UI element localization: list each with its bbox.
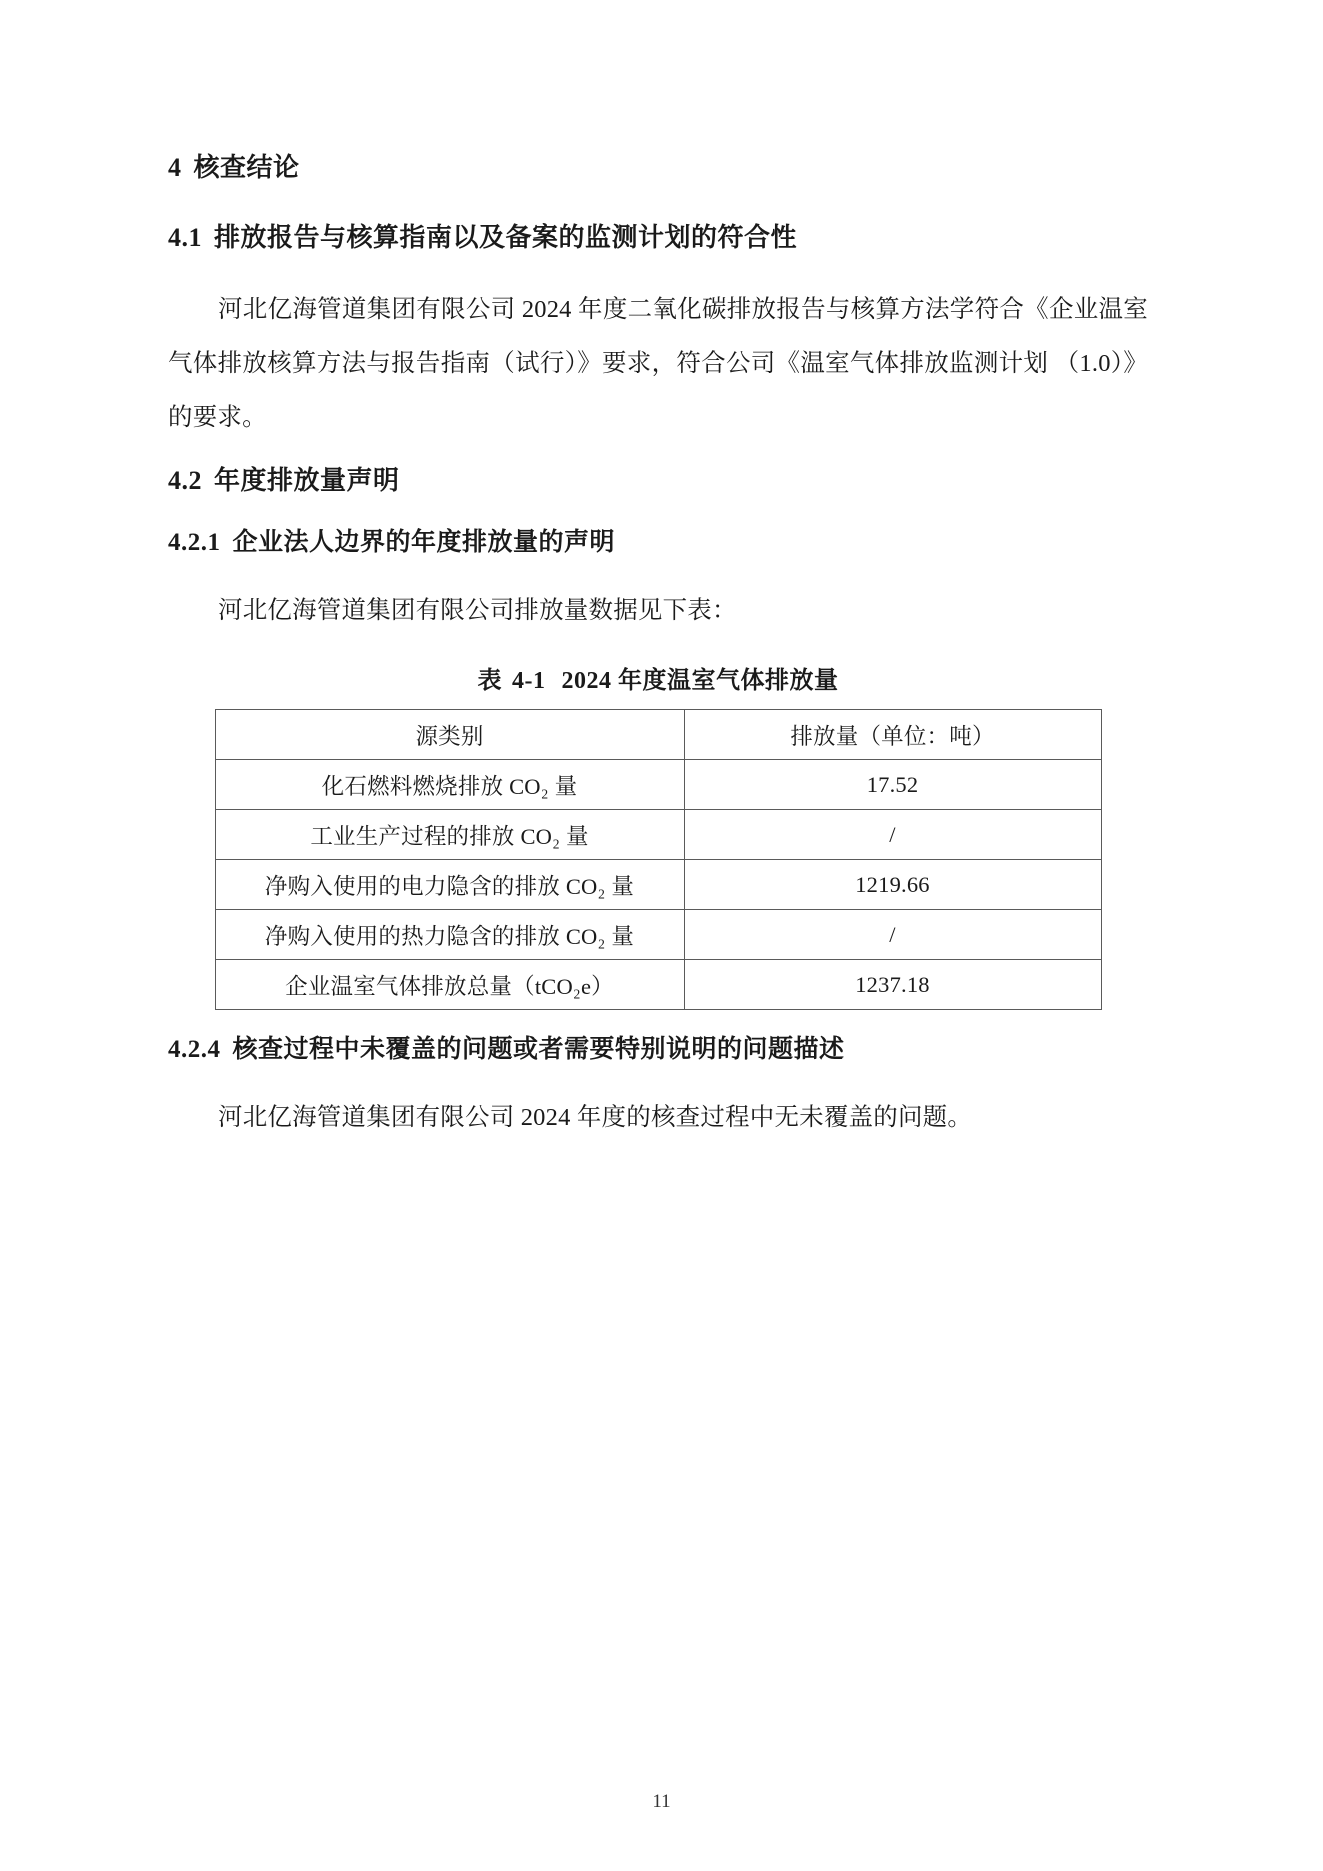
table-cell-value: / xyxy=(684,910,1101,960)
table-cell-category: 净购入使用的热力隐含的排放 CO₂ 量 xyxy=(215,910,684,960)
section-heading-4-2-1 xyxy=(168,525,1148,560)
section-number-4-2-1: 4.2.1 xyxy=(168,529,221,557)
section-number-4-1: 4.1 xyxy=(168,223,202,253)
section-heading-4-2 xyxy=(168,463,1148,499)
section-title-4-2: 年度排放量声明 xyxy=(214,465,400,495)
paragraph-4-2-1: 河北亿海管道集团有限公司排放量数据见下表： xyxy=(218,597,737,625)
section-number-4-2: 4.2 xyxy=(168,465,202,495)
table-cell-category: 净购入使用的电力隐含的排放 CO₂ 量 xyxy=(215,860,684,910)
table-cell-value: / xyxy=(684,810,1101,860)
section-title-4-2-1: 企业法人边界的年度排放量的声明 xyxy=(232,529,616,557)
section-number-4-2-4: 4.2.4 xyxy=(168,1036,221,1064)
table-cell-category: 化石燃料燃烧排放 CO₂ 量 xyxy=(215,760,684,810)
table-caption-label: 表 xyxy=(477,668,502,695)
table-caption xyxy=(168,660,1148,695)
emissions-table xyxy=(215,709,1102,1010)
table-caption-title: 2024 年度温室气体排放量 xyxy=(561,668,839,695)
page-number: 11 xyxy=(652,1791,671,1812)
table-caption-number: 4-1 xyxy=(512,668,546,695)
paragraph-4-1: 河北亿海管道集团有限公司 2024 年度二氧化碳排放报告与核算方法学符合《企业温室气体排放核算方法与报告指南（试行）》要求，符合公司《温室气体排放监测计划 （1.0）》的要求。 xyxy=(168,295,1148,431)
table-row xyxy=(215,960,1101,1010)
table-row xyxy=(215,910,1101,960)
section-title-4-2-4: 核查过程中未覆盖的问题或者需要特别说明的问题描述 xyxy=(232,1036,845,1064)
section-heading-4-2-4 xyxy=(168,1032,1148,1067)
section-heading-4-1 xyxy=(168,220,1148,256)
table-row xyxy=(215,760,1101,810)
table-cell-category: 工业生产过程的排放 CO₂ 量 xyxy=(215,810,684,860)
paragraph-4-2-4: 河北亿海管道集团有限公司 2024 年度的核查过程中无未覆盖的问题。 xyxy=(218,1104,973,1132)
table-row xyxy=(215,810,1101,860)
table-cell-category: 企业温室气体排放总量（tCO₂e） xyxy=(215,960,684,1010)
table-header-emission-amount: 排放量（单位：吨） xyxy=(684,710,1101,760)
section-title-4-1: 排放报告与核算指南以及备案的监测计划的符合性 xyxy=(214,223,798,253)
table-cell-value: 1219.66 xyxy=(684,860,1101,910)
section-number-4: 4 xyxy=(168,153,182,182)
section-title-4: 核查结论 xyxy=(193,153,300,182)
table-row xyxy=(215,860,1101,910)
table-cell-value: 1237.18 xyxy=(684,960,1101,1010)
table-cell-value: 17.52 xyxy=(684,760,1101,810)
table-header-source-category: 源类别 xyxy=(215,710,684,760)
section-heading-4 xyxy=(168,150,1148,186)
table-header-row xyxy=(215,710,1101,760)
